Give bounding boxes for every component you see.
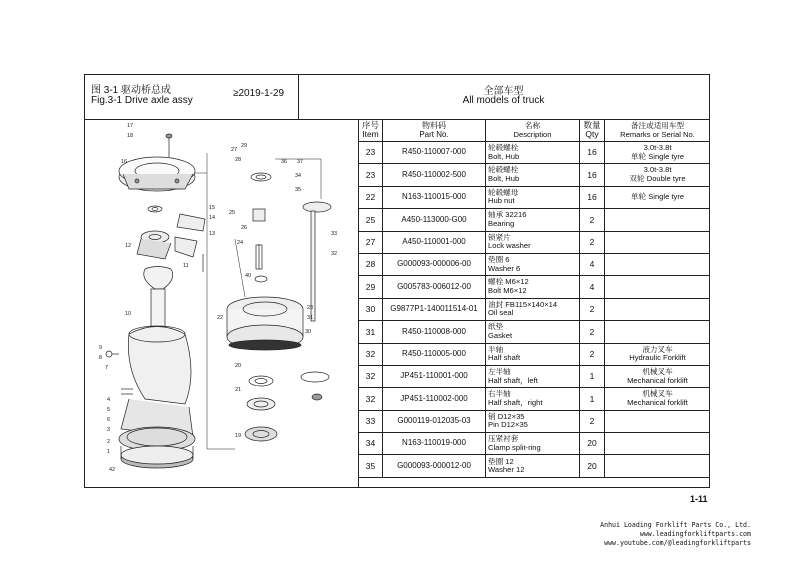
cell-item: 28 xyxy=(365,259,376,270)
cell-desc-en: Bolt, Hub xyxy=(488,174,520,184)
cell-desc-cn: 轮毂螺栓 xyxy=(488,143,519,153)
cell-part-wrap xyxy=(383,164,486,186)
table-header-row xyxy=(359,119,710,142)
table-row xyxy=(359,164,710,186)
cell-part-wrap xyxy=(383,365,486,387)
table-row xyxy=(359,343,710,365)
cell-item: 23 xyxy=(365,147,376,158)
cell-part-wrap xyxy=(383,276,486,298)
table-row xyxy=(359,298,710,320)
cell-remark-1: 机械叉车 xyxy=(642,389,673,399)
cell-part: G005783-006012-00 xyxy=(397,281,471,291)
col-qty-cn: 数量 xyxy=(583,120,601,130)
diagram-label: 25 xyxy=(229,210,236,216)
cell-desc-cn: 油封 FB115×140×14 xyxy=(488,299,558,309)
diagram-label: 2 xyxy=(107,439,111,445)
cell-item-wrap xyxy=(359,186,383,208)
cell-remark-2: Mechanical forklift xyxy=(627,375,688,385)
cell-item: 23 xyxy=(365,169,376,180)
col-part xyxy=(383,119,486,142)
drive-axle-drawing xyxy=(85,119,358,488)
cell-remarks-wrap xyxy=(605,365,711,387)
cell-item-wrap xyxy=(359,231,383,253)
cell-desc-en: Bolt M6×12 xyxy=(488,286,527,296)
cell-desc-en: Washer 12 xyxy=(488,465,525,475)
table-row xyxy=(359,410,710,432)
cell-qty-wrap xyxy=(580,433,605,455)
col-qty-en: Qty xyxy=(585,129,599,139)
col-desc-en: Description xyxy=(513,130,552,139)
cell-remark-1: 3.0t-3.8t xyxy=(643,165,672,175)
cell-desc-cn: 垫圈 6 xyxy=(488,255,510,265)
diagram-label: 42 xyxy=(109,467,116,473)
footer-website: www.leadingforkliftparts.com xyxy=(639,530,751,538)
cell-desc-en: Lock washer xyxy=(488,241,531,251)
cell-item-wrap xyxy=(359,433,383,455)
cell-remarks-wrap xyxy=(605,388,711,410)
diagram-label: 33 xyxy=(331,231,338,237)
cell-qty-wrap xyxy=(580,209,605,231)
models-title-cn: 全部车型 xyxy=(483,86,524,97)
diagram-label: 11 xyxy=(183,263,189,269)
cell-part: R450-110005-000 xyxy=(402,348,466,358)
cell-desc-en: Half shaft，right xyxy=(488,397,543,407)
diagram-label: 29 xyxy=(241,143,248,149)
col-item xyxy=(359,119,383,142)
cell-part: G000119-012035-03 xyxy=(397,416,471,426)
cell-desc-cn: 轴承 32216 xyxy=(488,210,527,220)
cell-part: A450-110001-000 xyxy=(402,236,466,246)
diagram-label: 8 xyxy=(99,355,103,361)
cell-desc-cn: 垫圈 12 xyxy=(488,456,514,466)
diagram-label: 15 xyxy=(209,205,216,211)
cell-part-wrap xyxy=(383,433,486,455)
table-row xyxy=(359,209,710,231)
cell-item: 30 xyxy=(365,304,376,315)
cell-desc-wrap xyxy=(486,321,580,343)
diagram-label: 1 xyxy=(107,449,111,455)
cell-desc-wrap xyxy=(486,343,580,365)
diagram-label: 34 xyxy=(295,173,302,179)
cell-desc-en: Oil seal xyxy=(488,308,514,318)
cell-qty: 2 xyxy=(589,326,595,337)
models-block xyxy=(298,75,709,119)
cell-qty: 2 xyxy=(589,416,595,427)
cell-part: R450-110007-000 xyxy=(402,147,466,157)
cell-desc-wrap xyxy=(486,433,580,455)
diagram-label: 12 xyxy=(125,243,132,249)
cell-item: 33 xyxy=(365,416,376,427)
cell-remark-2: Hydraulic Forklift xyxy=(629,353,686,363)
cell-item-wrap xyxy=(359,253,383,275)
cell-qty-wrap xyxy=(580,321,605,343)
cell-part-wrap xyxy=(383,209,486,231)
cell-item: 29 xyxy=(365,281,376,292)
table-row xyxy=(359,186,710,208)
cell-part-wrap xyxy=(383,253,486,275)
cell-desc-cn: 压紧衬套 xyxy=(488,434,519,444)
cell-part-wrap xyxy=(383,410,486,432)
table-row xyxy=(359,253,710,275)
cell-desc-cn: 销 D12×35 xyxy=(488,411,525,421)
cell-qty: 4 xyxy=(589,281,595,292)
cell-qty: 2 xyxy=(589,304,595,315)
table-row xyxy=(359,433,710,455)
table-row xyxy=(359,276,710,298)
cell-desc-en: Bearing xyxy=(488,218,515,228)
diagram-label: 30 xyxy=(305,329,312,335)
diagram-label: 16 xyxy=(121,159,128,165)
diagram-label: 14 xyxy=(209,215,216,221)
cell-remarks-wrap xyxy=(605,209,711,231)
cell-remarks-wrap xyxy=(605,231,711,253)
col-remarks xyxy=(605,119,711,142)
cell-desc-en: Hub nut xyxy=(488,196,515,206)
cell-item-wrap xyxy=(359,142,383,164)
cell-item-wrap xyxy=(359,410,383,432)
cell-remark-2: Mechanical forklift xyxy=(627,397,688,407)
table-row xyxy=(359,231,710,253)
cell-remark-1: 3.0t-3.8t xyxy=(643,143,672,153)
cell-item-wrap xyxy=(359,321,383,343)
cell-desc-en: Bolt, Hub xyxy=(488,151,520,161)
diagram-label: 17 xyxy=(127,123,134,129)
figure-title-cn: 图 3-1 驱动桥总成 xyxy=(91,85,172,96)
cell-desc-en: Half shaft xyxy=(488,353,521,363)
cell-desc-wrap xyxy=(486,186,580,208)
cell-item-wrap xyxy=(359,209,383,231)
cell-part-wrap xyxy=(383,321,486,343)
diagram-label: 20 xyxy=(235,363,242,369)
page-header xyxy=(85,75,709,120)
cell-item-wrap xyxy=(359,164,383,186)
cell-desc-cn: 螺栓 M6×12 xyxy=(488,277,529,287)
cell-qty-wrap xyxy=(580,253,605,275)
cell-desc-cn: 半轴 xyxy=(488,344,504,354)
cell-part: JP451-110001-000 xyxy=(400,371,468,381)
diagram-label: 6 xyxy=(107,417,111,423)
cell-desc-wrap xyxy=(486,298,580,320)
cell-qty-wrap xyxy=(580,388,605,410)
cell-remarks-wrap xyxy=(605,164,711,186)
diagram-label: 13 xyxy=(209,231,216,237)
table-row xyxy=(359,455,710,477)
cell-part: A450-113000-G00 xyxy=(401,214,467,224)
cell-item: 32 xyxy=(365,371,376,382)
cell-remark-1: 单轮 Single tyre xyxy=(630,192,685,202)
footer xyxy=(600,521,751,548)
figure-date: ≥2019-1-29 xyxy=(233,88,285,99)
col-qty xyxy=(580,119,605,142)
cell-item-wrap xyxy=(359,388,383,410)
diagram-label: 31 xyxy=(307,315,314,321)
diagram-label: 5 xyxy=(107,407,111,413)
cell-item: 22 xyxy=(365,192,376,203)
cell-qty: 2 xyxy=(589,236,595,247)
cell-part: R450-110002-500 xyxy=(402,169,466,179)
cell-qty: 20 xyxy=(587,460,597,471)
diagram-label: 21 xyxy=(235,387,242,393)
cell-desc-cn: 锁紧片 xyxy=(488,232,511,242)
cell-part-wrap xyxy=(383,186,486,208)
cell-remarks-wrap xyxy=(605,433,711,455)
diagram-label: 3 xyxy=(107,427,111,433)
cell-qty-wrap xyxy=(580,343,605,365)
diagram-label: 35 xyxy=(295,187,302,193)
cell-item-wrap xyxy=(359,298,383,320)
cell-qty: 4 xyxy=(589,259,595,270)
cell-qty-wrap xyxy=(580,231,605,253)
cell-item-wrap xyxy=(359,365,383,387)
table-row xyxy=(359,321,710,343)
cell-part-wrap xyxy=(383,231,486,253)
cell-desc-wrap xyxy=(486,209,580,231)
cell-item-wrap xyxy=(359,455,383,477)
table-row xyxy=(359,388,710,410)
cell-desc-wrap xyxy=(486,410,580,432)
cell-qty: 20 xyxy=(587,438,597,449)
col-item-en: Item xyxy=(362,129,379,139)
diagram-label: 18 xyxy=(127,133,134,139)
diagram-label: 27 xyxy=(231,147,238,153)
cell-remarks-wrap xyxy=(605,455,711,477)
page-number: 1-11 xyxy=(690,494,708,504)
cell-part: G9877P1-140011514-01 xyxy=(390,304,478,314)
catalog-page-frame xyxy=(84,74,710,488)
cell-desc-wrap xyxy=(486,388,580,410)
footer-youtube: www.youtube.com/@leadingforkliftparts xyxy=(604,539,751,547)
cell-part-wrap xyxy=(383,142,486,164)
cell-desc-en: Pin D12×35 xyxy=(488,420,528,430)
diagram-label: 10 xyxy=(125,311,132,317)
cell-desc-wrap xyxy=(486,276,580,298)
cell-qty: 2 xyxy=(589,348,595,359)
cell-qty-wrap xyxy=(580,164,605,186)
cell-desc-cn: 左半轴 xyxy=(488,367,511,376)
cell-item-wrap xyxy=(359,343,383,365)
cell-qty-wrap xyxy=(580,186,605,208)
col-part-en: Part No. xyxy=(419,130,449,139)
cell-desc-wrap xyxy=(486,365,580,387)
footer-company: Anhui Loading Forklift Parts Co., Ltd. xyxy=(600,521,751,529)
cell-qty: 1 xyxy=(589,393,595,404)
diagram-label: 37 xyxy=(297,159,304,165)
cell-item: 35 xyxy=(365,460,376,471)
cell-qty-wrap xyxy=(580,298,605,320)
diagram-label: 24 xyxy=(237,240,244,246)
cell-desc-en: Washer 6 xyxy=(488,263,521,273)
cell-qty-wrap xyxy=(580,142,605,164)
cell-part-wrap xyxy=(383,343,486,365)
cell-qty-wrap xyxy=(580,455,605,477)
diagram-label: 36 xyxy=(281,159,288,165)
cell-desc-cn: 轮毂螺母 xyxy=(488,187,519,197)
cell-desc-en: Gasket xyxy=(488,330,513,340)
col-desc xyxy=(486,119,580,142)
cell-qty: 1 xyxy=(589,371,595,382)
diagram-label: 7 xyxy=(105,365,109,371)
cell-remarks-wrap xyxy=(605,410,711,432)
parts-table-container xyxy=(358,119,710,488)
cell-part-wrap xyxy=(383,388,486,410)
cell-desc-cn: 右半轴 xyxy=(488,389,511,399)
col-remarks-en: Remarks or Serial No. xyxy=(620,130,695,139)
cell-part-wrap xyxy=(383,455,486,477)
col-item-cn: 序号 xyxy=(361,120,379,130)
col-remarks-cn: 备注或适用车型 xyxy=(630,121,685,130)
cell-item: 32 xyxy=(365,348,376,359)
cell-part: R450-110008-000 xyxy=(402,326,466,336)
cell-item: 27 xyxy=(365,236,376,247)
cell-remark-1: 机械叉车 xyxy=(642,367,673,376)
cell-remarks-wrap xyxy=(605,343,711,365)
col-part-cn: 物料码 xyxy=(422,121,446,130)
figure-title-en: Fig.3-1 Drive axle assy xyxy=(91,95,193,106)
col-desc-cn: 名称 xyxy=(524,121,541,130)
figure-title-block xyxy=(85,75,299,119)
cell-remarks-wrap xyxy=(605,186,711,208)
cell-part: G000093-000012-00 xyxy=(397,460,471,470)
cell-part: G000093-000006-00 xyxy=(397,259,471,269)
cell-part: N163-110015-000 xyxy=(402,192,466,202)
diagram-label: 4 xyxy=(107,397,111,403)
cell-desc-wrap xyxy=(486,231,580,253)
diagram-label: 40 xyxy=(245,273,252,279)
exploded-diagram xyxy=(85,119,358,488)
cell-desc-cn: 轮毂螺栓 xyxy=(488,165,519,175)
cell-desc-en: Clamp split-ring xyxy=(488,442,541,452)
diagram-label: 19 xyxy=(235,433,242,439)
cell-desc-wrap xyxy=(486,455,580,477)
cell-remarks-wrap xyxy=(605,253,711,275)
cell-item-wrap xyxy=(359,276,383,298)
cell-remark-2: 双轮 Double tyre xyxy=(629,174,686,184)
diagram-label: 26 xyxy=(241,225,248,231)
cell-remarks-wrap xyxy=(605,321,711,343)
table-row xyxy=(359,142,710,164)
cell-qty: 16 xyxy=(587,147,597,158)
cell-qty: 2 xyxy=(589,214,595,225)
cell-item: 25 xyxy=(365,214,376,225)
table-row xyxy=(359,365,710,387)
table-body xyxy=(359,142,710,478)
cell-qty-wrap xyxy=(580,276,605,298)
cell-desc-wrap xyxy=(486,253,580,275)
cell-part-wrap xyxy=(383,298,486,320)
cell-item: 32 xyxy=(365,393,376,404)
cell-desc-cn: 纸垫 xyxy=(488,322,504,332)
cell-qty: 16 xyxy=(587,192,597,203)
cell-qty: 16 xyxy=(587,169,597,180)
diagram-label: 23 xyxy=(307,305,314,311)
diagram-label: 22 xyxy=(217,315,224,321)
cell-part: N163-110019-000 xyxy=(402,438,466,448)
parts-table xyxy=(359,119,710,478)
models-title-en: All models of truck xyxy=(462,95,545,106)
cell-qty-wrap xyxy=(580,365,605,387)
cell-remarks-wrap xyxy=(605,276,711,298)
cell-remark-1: 液力叉车 xyxy=(642,344,673,354)
cell-item: 34 xyxy=(365,438,376,449)
cell-part: JP451-110002-000 xyxy=(400,393,468,403)
cell-desc-wrap xyxy=(486,142,580,164)
diagram-label: 28 xyxy=(235,157,242,163)
cell-remarks-wrap xyxy=(605,298,711,320)
cell-desc-wrap xyxy=(486,164,580,186)
diagram-label: 32 xyxy=(331,251,338,257)
cell-qty-wrap xyxy=(580,410,605,432)
cell-desc-en: Half shaft，left xyxy=(488,375,538,385)
diagram-label: 9 xyxy=(99,345,103,351)
cell-remarks-wrap xyxy=(605,142,711,164)
cell-item: 31 xyxy=(365,326,376,337)
cell-remark-2: 单轮 Single tyre xyxy=(630,151,685,161)
